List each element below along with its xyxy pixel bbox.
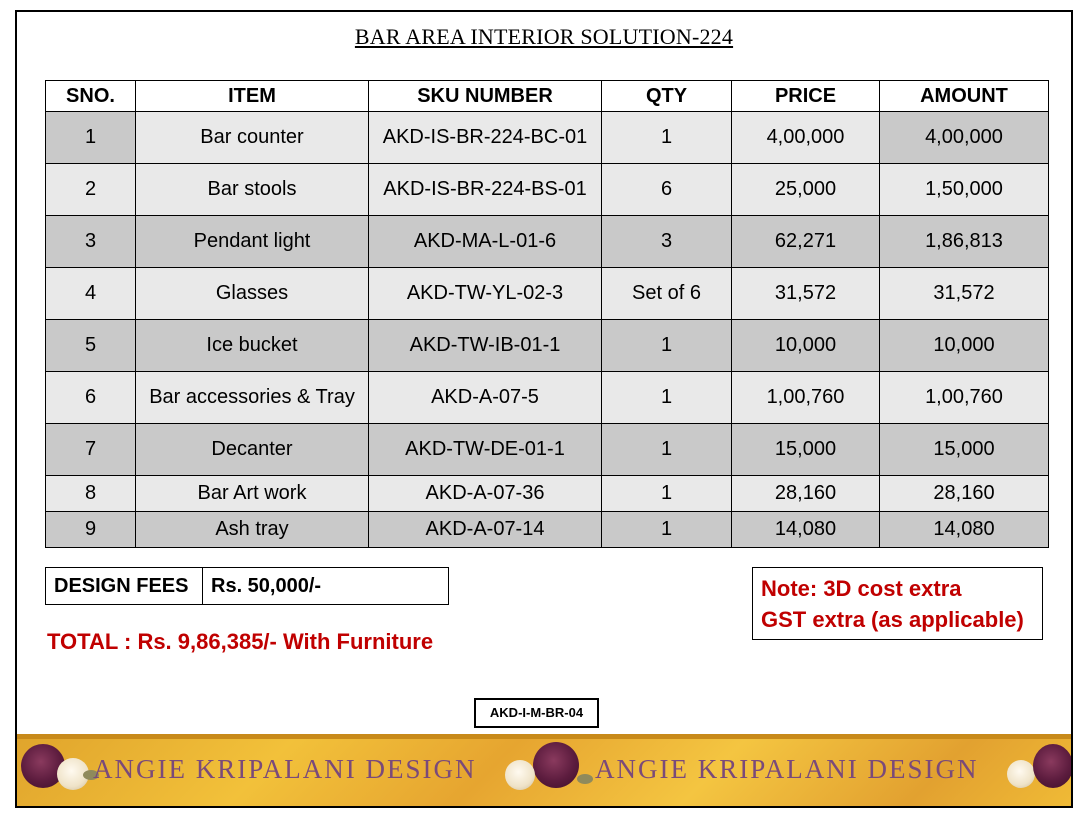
note-line-gst: GST extra (as applicable) — [761, 607, 1024, 632]
page-title: BAR AREA INTERIOR SOLUTION-224 — [354, 24, 734, 49]
brand-name-left: ANGIE KRIPALANI DESIGN — [93, 754, 477, 784]
cell-sku: AKD-TW-DE-01-1 — [369, 424, 602, 476]
cell-price: 4,00,000 — [732, 112, 880, 164]
cell-sku: AKD-A-07-36 — [369, 476, 602, 512]
rose-flower-icon — [533, 742, 579, 788]
brand-name-right: ANGIE KRIPALANI DESIGN — [595, 754, 979, 784]
cell-qty: Set of 6 — [602, 268, 732, 320]
cell-qty: 1 — [602, 512, 732, 548]
cell-item: Bar accessories & Tray — [136, 372, 369, 424]
cell-qty: 6 — [602, 164, 732, 216]
cell-sku: AKD-A-07-14 — [369, 512, 602, 548]
header-item: ITEM — [136, 81, 369, 112]
table-row — [46, 268, 1049, 320]
header-price: PRICE — [732, 81, 880, 112]
table-row — [46, 164, 1049, 216]
cell-sku: AKD-TW-IB-01-1 — [369, 320, 602, 372]
rose-flower-icon — [1033, 744, 1073, 788]
design-fees-label: DESIGN FEES — [46, 568, 203, 605]
cell-sno: 5 — [46, 320, 136, 372]
cell-amount: 1,50,000 — [880, 164, 1049, 216]
cell-sno: 3 — [46, 216, 136, 268]
cell-sku: AKD-IS-BR-224-BS-01 — [369, 164, 602, 216]
cell-qty: 1 — [602, 372, 732, 424]
cell-item: Glasses — [136, 268, 369, 320]
cell-price: 1,00,760 — [732, 372, 880, 424]
table-row — [46, 112, 1049, 164]
cell-sno: 7 — [46, 424, 136, 476]
banner-stripe — [17, 734, 1071, 739]
cell-item: Pendant light — [136, 216, 369, 268]
cell-price: 14,080 — [732, 512, 880, 548]
cell-item: Decanter — [136, 424, 369, 476]
note-box — [752, 567, 1043, 640]
table-row — [46, 320, 1049, 372]
cell-sku: AKD-TW-YL-02-3 — [369, 268, 602, 320]
cell-qty: 3 — [602, 216, 732, 268]
table-row — [46, 476, 1049, 512]
cell-qty: 1 — [602, 476, 732, 512]
cell-item: Bar stools — [136, 164, 369, 216]
cell-item: Bar counter — [136, 112, 369, 164]
cell-amount: 4,00,000 — [880, 112, 1049, 164]
cell-amount: 1,86,813 — [880, 216, 1049, 268]
cell-amount: 1,00,760 — [880, 372, 1049, 424]
cell-price: 28,160 — [732, 476, 880, 512]
cell-price: 25,000 — [732, 164, 880, 216]
cell-price: 62,271 — [732, 216, 880, 268]
document-code: AKD-I-M-BR-04 — [474, 698, 599, 728]
brand-banner — [17, 734, 1071, 808]
table-row — [46, 424, 1049, 476]
cell-item: Ash tray — [136, 512, 369, 548]
items-table — [45, 80, 1049, 548]
cell-qty: 1 — [602, 424, 732, 476]
white-rose-icon — [1007, 760, 1035, 788]
header-qty: QTY — [602, 81, 732, 112]
cell-amount: 15,000 — [880, 424, 1049, 476]
cell-sno: 8 — [46, 476, 136, 512]
header-sno: SNO. — [46, 81, 136, 112]
table-row — [46, 372, 1049, 424]
cell-item: Ice bucket — [136, 320, 369, 372]
cell-sno: 6 — [46, 372, 136, 424]
table-header-row — [46, 81, 1049, 112]
cell-price: 15,000 — [732, 424, 880, 476]
cell-sno: 1 — [46, 112, 136, 164]
header-amount: AMOUNT — [880, 81, 1049, 112]
table-row — [46, 216, 1049, 268]
cell-sku: AKD-IS-BR-224-BC-01 — [369, 112, 602, 164]
cell-price: 10,000 — [732, 320, 880, 372]
cell-amount: 31,572 — [880, 268, 1049, 320]
cell-qty: 1 — [602, 320, 732, 372]
cell-item: Bar Art work — [136, 476, 369, 512]
design-fees-value: Rs. 50,000/- — [203, 568, 449, 605]
note-line-3d: Note: 3D cost extra — [761, 576, 962, 601]
cell-amount: 28,160 — [880, 476, 1049, 512]
cell-price: 31,572 — [732, 268, 880, 320]
cell-amount: 14,080 — [880, 512, 1049, 548]
white-rose-icon — [505, 760, 535, 790]
leaf-icon — [577, 774, 593, 784]
cell-sno: 9 — [46, 512, 136, 548]
cell-qty: 1 — [602, 112, 732, 164]
cell-amount: 10,000 — [880, 320, 1049, 372]
cell-sku: AKD-MA-L-01-6 — [369, 216, 602, 268]
cell-sno: 4 — [46, 268, 136, 320]
cell-sno: 2 — [46, 164, 136, 216]
cell-sku: AKD-A-07-5 — [369, 372, 602, 424]
design-fees-row — [46, 568, 449, 605]
header-sku: SKU NUMBER — [369, 81, 602, 112]
table-row — [46, 512, 1049, 548]
total-text: TOTAL : Rs. 9,86,385/- With Furniture — [47, 629, 434, 654]
design-fees-table — [45, 567, 449, 605]
document-page — [15, 10, 1073, 808]
